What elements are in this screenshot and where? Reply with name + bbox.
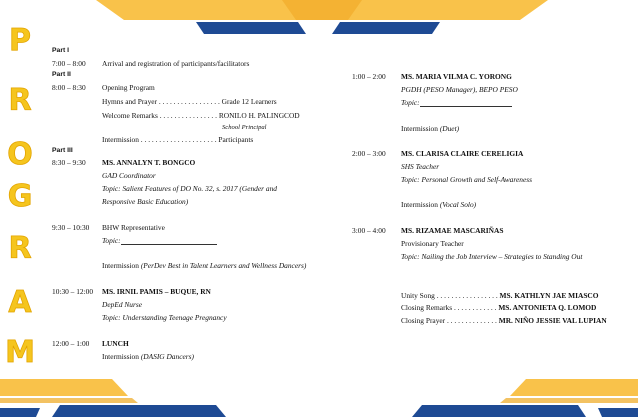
time-930-1030: 9:30 – 10:30 <box>52 223 90 232</box>
top-navy-left <box>196 22 306 34</box>
time-12-1: 12:00 – 1:00 <box>52 339 90 348</box>
bottom-right-gold-thin <box>500 398 638 403</box>
title-letter-o: O <box>7 137 33 172</box>
title-letter-r: R <box>8 83 32 118</box>
bottom-left-navy <box>52 405 226 417</box>
title-letter-m: M <box>5 335 35 370</box>
role-provisionary: Provisionary Teacher <box>401 239 464 248</box>
school-principal: School Principal <box>222 124 267 131</box>
speaker-pamis: MS. IRNIL PAMIS – BUQUE, RN <box>102 287 211 296</box>
time-1-2: 1:00 – 2:00 <box>352 72 386 81</box>
intermission-perdev: Intermission (PerDev Best in Talent Learners and Wellness Dancers) <box>102 261 307 270</box>
role-shs: SHS Teacher <box>401 162 440 171</box>
role-peso: PGDH (PESO Manager), BEPO PESO <box>401 85 518 94</box>
bottom-left-gold-thin <box>0 398 138 403</box>
intermission-duet: Intermission (Duet) <box>401 124 460 133</box>
intermission-vocal: Intermission (Vocal Solo) <box>401 200 477 209</box>
time-8-830: 8:00 – 8:30 <box>52 83 86 92</box>
time-1030-12: 10:30 – 12:00 <box>52 287 94 296</box>
speaker-mascarinas: MS. RIZAMAE MASCARIÑAS <box>401 226 504 235</box>
bottom-right-navy-edge <box>598 408 638 417</box>
bottom-left-gold <box>0 379 128 396</box>
intermission-dasig: Intermission (DASIG Dancers) <box>102 352 194 361</box>
speaker-bongco: MS. ANNALYN T. BONGCO <box>102 158 196 167</box>
role-gad: GAD Coordinator <box>102 171 156 180</box>
topic-bongco-2: Responsive Basic Education) <box>102 197 189 206</box>
speaker-yorong: MS. MARIA VILMA C. YORONG <box>401 72 512 81</box>
title-letter-p: P <box>9 23 31 58</box>
speaker-cereligia: MS. CLARISA CLAIRE CERELIGIA <box>401 149 524 158</box>
part-3-label: Part III <box>52 147 73 154</box>
bottom-left-navy-edge <box>0 408 40 417</box>
topic-yorong: Topic: <box>401 98 512 107</box>
time-2-3: 2:00 – 3:00 <box>352 149 386 158</box>
topic-bhw: Topic: <box>102 236 217 245</box>
bottom-right-gold <box>510 379 638 396</box>
bottom-right-navy <box>412 405 586 417</box>
top-gold-center-notch <box>282 0 362 20</box>
time-3-4: 3:00 – 4:00 <box>352 226 386 235</box>
part-1-label: Part I <box>52 47 69 54</box>
lunch-label: LUNCH <box>102 339 129 348</box>
title-letter-g: G <box>7 179 33 214</box>
role-nurse: DepEd Nurse <box>102 300 143 309</box>
top-navy-right <box>332 22 440 34</box>
topic-growth: Topic: Personal Growth and Self-Awareness <box>401 175 532 184</box>
topic-interview: Topic: Nailing the Job Interview – Strategies to Standing Out <box>401 252 583 261</box>
part-2-label: Part II <box>52 71 71 78</box>
arrival-text: Arrival and registration of participants/facilitators <box>102 59 250 68</box>
topic-bongco-1: Topic: Salient Features of DO No. 32, s. 2017 (Gender and <box>102 184 277 193</box>
hymns-prayer: Hymns and Prayer . . . . . . . . . . . . . . . . . Grade 12 Learners <box>102 97 277 106</box>
title-letter-r2: R <box>8 231 32 266</box>
bhw-rep: BHW Representative <box>102 223 165 232</box>
intermission-participants: Intermission . . . . . . . . . . . . . . . . . . . . . Participants <box>102 135 254 144</box>
opening-program: Opening Program <box>102 83 155 92</box>
topic-pregnancy: Topic: Understanding Teenage Pregnancy <box>102 313 227 322</box>
closing-prayer: Closing Prayer . . . . . . . . . . . . . . MR. NIÑO JESSIE VAL LUPIAN <box>401 316 607 325</box>
time-830-930: 8:30 – 9:30 <box>52 158 86 167</box>
closing-unity-song: Unity Song . . . . . . . . . . . . . . . . . MS. KATHLYN JAE MIASCO <box>401 291 599 300</box>
welcome-remarks: Welcome Remarks . . . . . . . . . . . . . . . . RONILO H. PALINGCOD <box>102 111 300 120</box>
time-7-8: 7:00 – 8:00 <box>52 59 86 68</box>
closing-remarks: Closing Remarks . . . . . . . . . . . . MS. ANTONIETA Q. LOMOD <box>401 303 597 312</box>
title-letter-a: A <box>8 285 32 320</box>
